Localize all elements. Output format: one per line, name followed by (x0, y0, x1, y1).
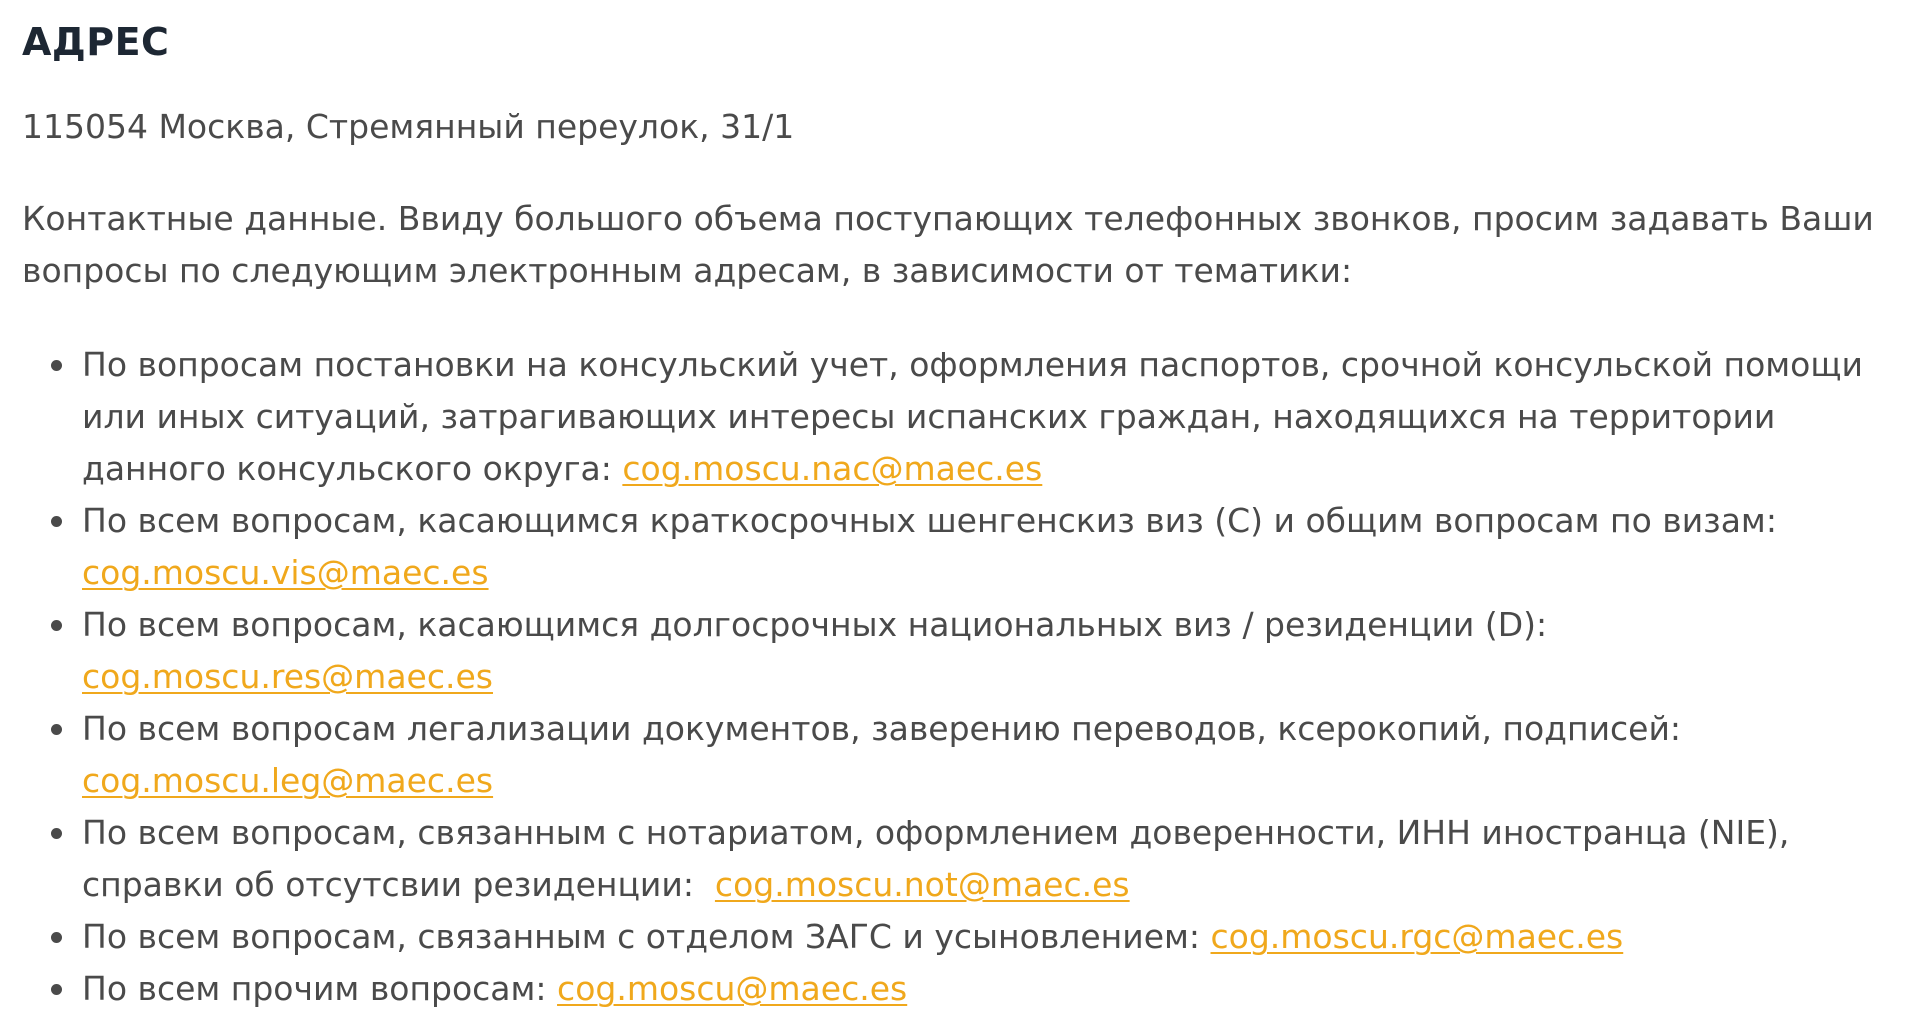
bullet-icon (51, 360, 62, 371)
bullet-icon (51, 620, 62, 631)
section-title: АДРЕС (22, 20, 170, 64)
email-link-leg[interactable]: cog.moscu.leg@maec.es (82, 761, 494, 800)
list-item-leg (82, 703, 1884, 807)
list-item-text: По всем вопросам, касающимся краткосрочных шенгенскиз виз (C) и общим вопросам по визам: (82, 501, 1777, 540)
contact-list (22, 339, 1884, 1015)
list-item-vis (82, 495, 1884, 599)
email-link-general[interactable]: cog.moscu@maec.es (557, 969, 908, 1008)
list-item-text: По всем вопросам легализации документов, заверению переводов, ксерокопий, подписей: (82, 709, 1682, 748)
email-link-rgc[interactable]: cog.moscu.rgc@maec.es (1210, 917, 1624, 956)
bullet-icon (51, 932, 62, 943)
list-item-not (82, 807, 1884, 911)
list-item-general (82, 963, 1884, 1015)
list-item-text: По вопросам постановки на консульский учет, оформления паспортов, срочной консульской помощи или иных ситуаций, затрагивающих интересы испанских граждан, находящихся на территории данного консульского округа: (82, 345, 1863, 488)
list-item-rgc (82, 911, 1884, 963)
email-link-vis[interactable]: cog.moscu.vis@maec.es (82, 553, 489, 592)
contacts-intro: Контактные данные. Ввиду большого объема поступающих телефонных звонков, просим задавать Ваши вопросы по следующим электронным адресам, в зависимости от тематики: (22, 199, 1874, 290)
list-item-text: По всем вопросам, связанным с отделом ЗАГС и усыновлением: (82, 917, 1211, 956)
address-text: 115054 Москва, Стремянный переулок, 31/1 (22, 107, 795, 146)
bullet-icon (51, 724, 62, 735)
bullet-icon (51, 516, 62, 527)
bullet-icon (51, 828, 62, 839)
email-link-not[interactable]: cog.moscu.not@maec.es (714, 865, 1130, 904)
bullet-icon (51, 984, 62, 995)
list-item-text: По всем вопросам, касающимся долгосрочных национальных виз / резиденции (D): (82, 605, 1548, 644)
email-link-nac[interactable]: cog.moscu.nac@maec.es (622, 449, 1043, 488)
list-item-nac (82, 339, 1884, 495)
email-link-res[interactable]: cog.moscu.res@maec.es (82, 657, 493, 696)
list-item-res (82, 599, 1884, 703)
list-item-text: По всем прочим вопросам: (82, 969, 558, 1008)
list-item-text: По всем вопросам, связанным с нотариатом, оформлением доверенности, ИНН иностранца (NIE), справки об отсутсвии резиденции: (82, 813, 1800, 904)
